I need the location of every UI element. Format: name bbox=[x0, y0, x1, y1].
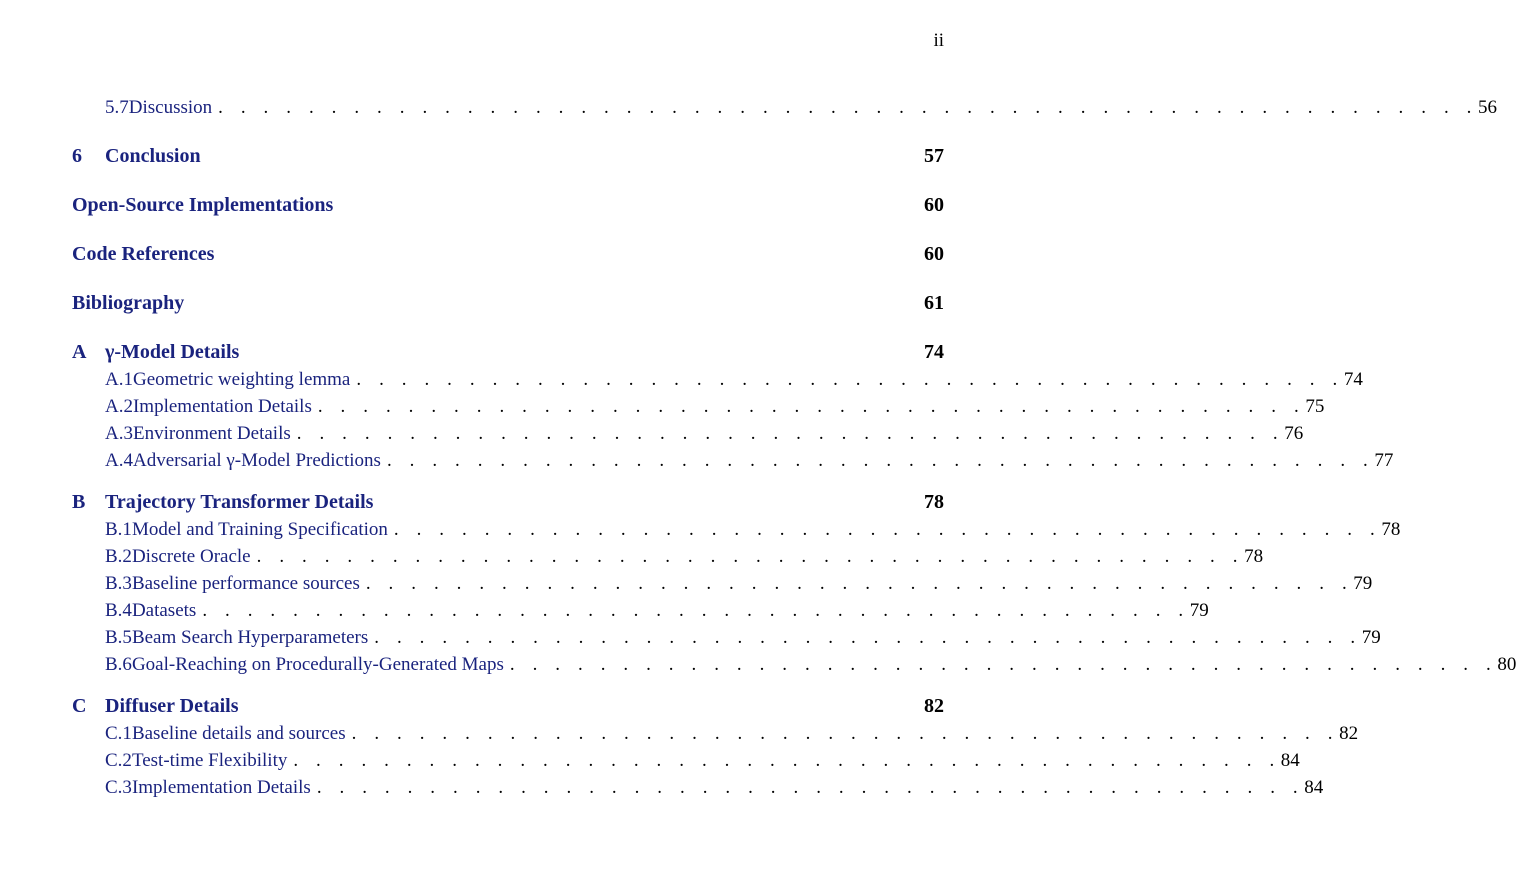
section-title: Environment Details bbox=[132, 423, 291, 444]
page-ref: 57 bbox=[924, 145, 944, 167]
appendix-a-sections bbox=[72, 366, 1394, 474]
toc-entry-a-2[interactable] bbox=[72, 393, 1325, 420]
section-title: Discussion bbox=[128, 97, 213, 118]
section-number: B.1 bbox=[105, 519, 132, 540]
page-ref: 74 bbox=[924, 341, 944, 363]
section-number: A.3 bbox=[105, 423, 133, 444]
page-ref: 78 bbox=[1381, 519, 1401, 540]
page-ref: 78 bbox=[1244, 546, 1264, 567]
toc-bibliography[interactable] bbox=[72, 289, 944, 317]
section-number: 5.7 bbox=[105, 97, 129, 118]
leader-dots: . . . . . . . . . . . . . . . . . . . . . . . . . . . . . . . . . . . . . . . . . . . . bbox=[293, 750, 1281, 771]
appendix-c-sections bbox=[72, 720, 1359, 801]
toc-entry-b-3[interactable] bbox=[72, 570, 1373, 597]
leader-dots: . . . . . . . . . . . . . . . . . . . . . . . . . . . . . . . . . . . . . . . . . . . . . . . . . . . . . . . . bbox=[218, 97, 1479, 118]
chapter-number: B bbox=[72, 491, 86, 513]
leader-dots: . . . . . . . . . . . . . . . . . . . . . . . . . . . . . . . . . . . . . . . . . . . . bbox=[356, 369, 1344, 390]
section-number: B.2 bbox=[105, 546, 132, 567]
section-title: Baseline details and sources bbox=[131, 723, 346, 744]
toc-entry-a-3[interactable] bbox=[72, 420, 1304, 447]
toc-entry-c-3[interactable] bbox=[72, 774, 1324, 801]
chapter-title: Trajectory Transformer Details bbox=[105, 491, 374, 513]
page-ref: 79 bbox=[1189, 600, 1209, 621]
toc-appendix-c[interactable] bbox=[72, 692, 944, 720]
chapter-number: C bbox=[72, 695, 87, 717]
page-ref: 56 bbox=[1478, 97, 1498, 118]
page-ref: 78 bbox=[924, 491, 944, 513]
toc-entry-b-2[interactable] bbox=[72, 543, 1264, 570]
toc-entry-a-4[interactable] bbox=[72, 447, 1394, 474]
chapter-title: Code References bbox=[72, 243, 215, 265]
toc-entry-b-6[interactable] bbox=[72, 651, 1516, 678]
section-title: Implementation Details bbox=[132, 396, 312, 417]
section-number: A.4 bbox=[105, 450, 133, 471]
leader-dots: . . . . . . . . . . . . . . . . . . . . . . . . . . . . . . . . . . . . . . . . . . . . bbox=[202, 600, 1190, 621]
leader-dots: . . . . . . . . . . . . . . . . . . . . . . . . . . . . . . . . . . . . . . . . . . . . bbox=[316, 777, 1305, 798]
section-title: Baseline performance sources bbox=[131, 573, 360, 594]
page-ref: 74 bbox=[1343, 369, 1363, 390]
section-title: Goal-Reaching on Procedurally-Generated Maps bbox=[131, 654, 504, 675]
section-title: Test-time Flexibility bbox=[131, 750, 288, 771]
page-ref: 80 bbox=[1497, 654, 1516, 675]
section-number: B.3 bbox=[105, 573, 132, 594]
leader-dots: . . . . . . . . . . . . . . . . . . . . . . . . . . . . . . . . . . . . . . . . . . . . bbox=[317, 396, 1306, 417]
leader-dots: . . . . . . . . . . . . . . . . . . . . . . . . . . . . . . . . . . . . . . . . . . . . bbox=[393, 519, 1382, 540]
toc-entry-5-7[interactable] bbox=[72, 94, 1498, 121]
page-ref: 76 bbox=[1284, 423, 1304, 444]
section-title: Geometric weighting lemma bbox=[132, 369, 351, 390]
section-number: B.6 bbox=[105, 654, 132, 675]
toc-entry-b-1[interactable] bbox=[72, 516, 1401, 543]
section-title: Datasets bbox=[131, 600, 197, 621]
page-ref: 84 bbox=[1280, 750, 1300, 771]
page-ref: 82 bbox=[924, 695, 944, 717]
page-ref: 60 bbox=[924, 243, 944, 265]
page-ref: 60 bbox=[924, 194, 944, 216]
toc-entry-b-4[interactable] bbox=[72, 597, 1209, 624]
page-number: ii bbox=[933, 30, 944, 51]
section-number: A.2 bbox=[105, 396, 133, 417]
section-title: Adversarial γ-Model Predictions bbox=[132, 450, 381, 471]
page-ref: 77 bbox=[1374, 450, 1394, 471]
table-of-contents bbox=[72, 94, 1516, 801]
chapter-title: Conclusion bbox=[105, 145, 201, 167]
chapter-number: 6 bbox=[72, 145, 82, 167]
section-number: C.1 bbox=[105, 723, 132, 744]
page-ref: 84 bbox=[1304, 777, 1324, 798]
page-ref: 79 bbox=[1353, 573, 1373, 594]
section-title: Implementation Details bbox=[131, 777, 311, 798]
toc-appendix-a[interactable] bbox=[72, 338, 944, 366]
section-title: Model and Training Specification bbox=[131, 519, 388, 540]
page-ref: 61 bbox=[924, 292, 944, 314]
leader-dots: . . . . . . . . . . . . . . . . . . . . . . . . . . . . . . . . . . . . . . . . . . . . bbox=[296, 423, 1285, 444]
leader-dots: . . . . . . . . . . . . . . . . . . . . . . . . . . . . . . . . . . . . . . . . . . . . bbox=[509, 654, 1498, 675]
toc-open-source[interactable] bbox=[72, 191, 944, 219]
section-title: Beam Search Hyperparameters bbox=[131, 627, 369, 648]
page-ref: 75 bbox=[1305, 396, 1325, 417]
toc-entry-c-2[interactable] bbox=[72, 747, 1300, 774]
section-number: C.3 bbox=[105, 777, 132, 798]
toc-appendix-b[interactable] bbox=[72, 488, 944, 516]
section-number: A.1 bbox=[105, 369, 133, 390]
section-number: C.2 bbox=[105, 750, 132, 771]
toc-code-references[interactable] bbox=[72, 240, 944, 268]
chapter-title: Diffuser Details bbox=[105, 695, 239, 717]
leader-dots: . . . . . . . . . . . . . . . . . . . . . . . . . . . . . . . . . . . . . . . . . . . . bbox=[386, 450, 1375, 471]
toc-entry-b-5[interactable] bbox=[72, 624, 1381, 651]
appendix-b-sections bbox=[72, 516, 1516, 678]
chapter-title: γ-Model Details bbox=[105, 341, 240, 363]
leader-dots: . . . . . . . . . . . . . . . . . . . . . . . . . . . . . . . . . . . . . . . . . . . . bbox=[256, 546, 1245, 567]
toc-chapter-6[interactable] bbox=[72, 142, 944, 170]
leader-dots: . . . . . . . . . . . . . . . . . . . . . . . . . . . . . . . . . . . . . . . . . . . . bbox=[365, 573, 1354, 594]
page-ref: 82 bbox=[1339, 723, 1359, 744]
section-number: B.4 bbox=[105, 600, 132, 621]
leader-dots: . . . . . . . . . . . . . . . . . . . . . . . . . . . . . . . . . . . . . . . . . . . . bbox=[351, 723, 1340, 744]
section-number: B.5 bbox=[105, 627, 132, 648]
toc-entry-c-1[interactable] bbox=[72, 720, 1359, 747]
toc-entry-a-1[interactable] bbox=[72, 366, 1363, 393]
section-title: Discrete Oracle bbox=[131, 546, 251, 567]
page-ref: 79 bbox=[1361, 627, 1381, 648]
chapter-title: Open-Source Implementations bbox=[72, 194, 334, 216]
chapter-number: A bbox=[72, 341, 87, 363]
chapter-title: Bibliography bbox=[72, 292, 185, 314]
leader-dots: . . . . . . . . . . . . . . . . . . . . . . . . . . . . . . . . . . . . . . . . . . . . bbox=[374, 627, 1362, 648]
